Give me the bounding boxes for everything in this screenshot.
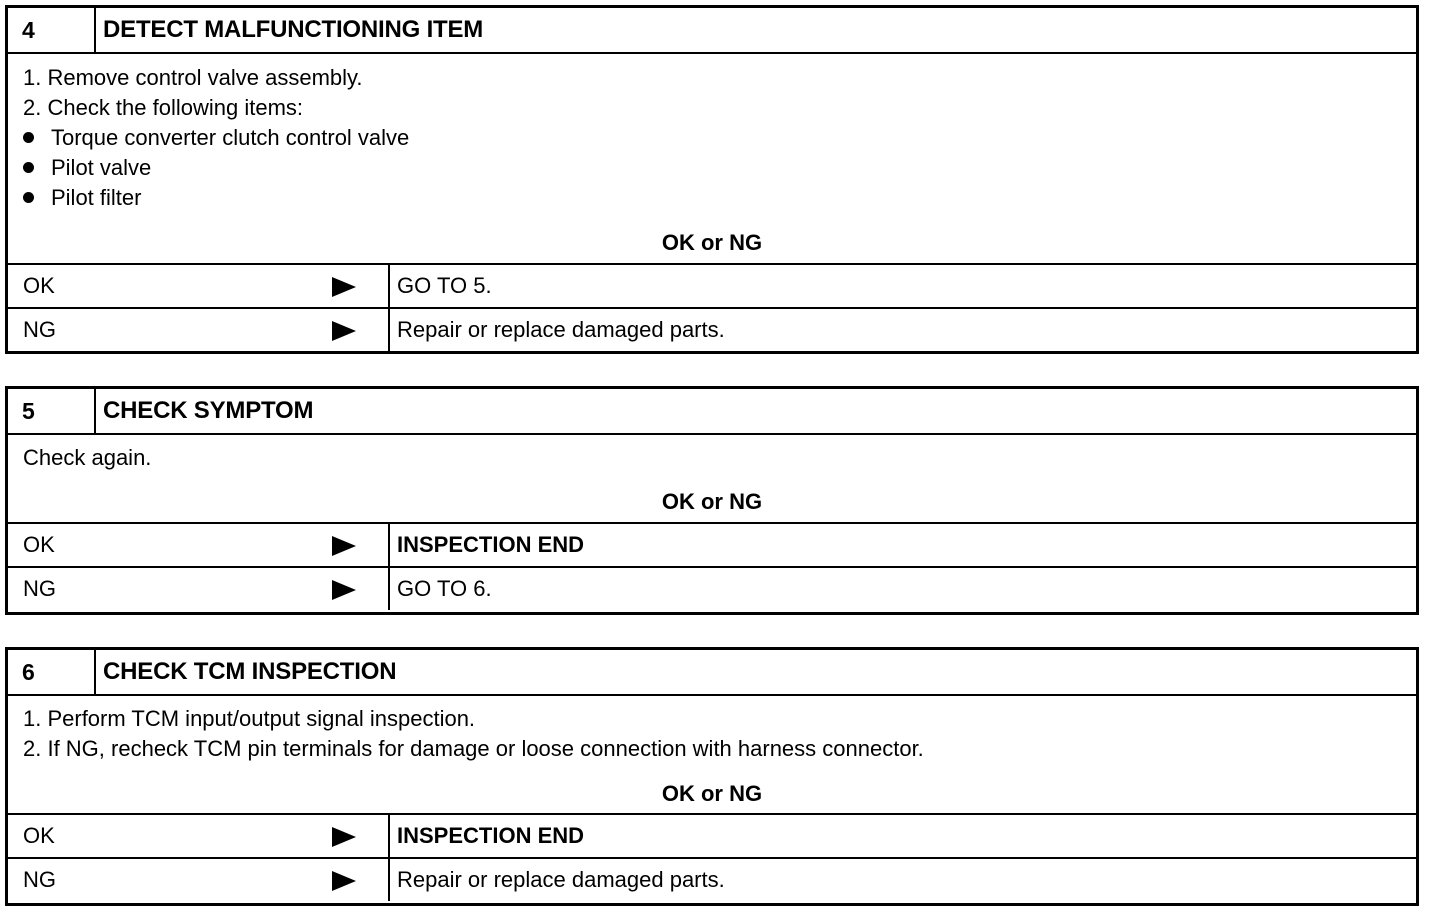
instruction-line: Check again. [23,445,152,470]
step-4-box [5,5,1419,354]
result-key-cell [8,815,390,857]
result-action: INSPECTION END [397,532,585,557]
ok-or-ng-label: OK or NG [661,781,763,806]
result-key: OK [23,823,55,848]
result-key: NG [23,317,56,342]
step-title: DETECT MALFUNCTIONING ITEM [103,16,484,43]
result-row-ng [8,857,1416,901]
step-header [8,8,1416,54]
ok-or-ng-label: OK or NG [661,230,763,255]
arrow-right-icon [332,871,356,891]
result-action: Repair or replace damaged parts. [397,867,725,892]
bullet-icon [23,192,34,203]
arrow-right-icon [332,536,356,556]
bullet-text: Pilot valve [51,155,152,180]
bullet-icon [23,162,34,173]
instruction-line: 2. Check the following items: [23,95,304,120]
bullet-item [23,153,151,183]
instruction-line: 1. Perform TCM input/output signal inspection. [23,706,476,731]
result-key-cell [8,524,390,566]
arrow-right-icon [332,827,356,847]
result-action: Repair or replace damaged parts. [397,317,725,342]
step-body [8,435,1416,612]
result-key-cell [8,568,390,610]
result-key: NG [23,867,56,892]
result-row-ok [8,263,1416,307]
result-action: GO TO 5. [397,273,492,298]
step-header [8,389,1416,435]
bullet-text: Pilot filter [51,185,142,210]
result-key: NG [23,576,56,601]
instruction-line: 2. If NG, recheck TCM pin terminals for damage or loose connection with harness connector. [23,736,924,761]
arrow-right-icon [332,277,356,297]
result-key: OK [23,532,55,557]
step-number: 6 [8,650,96,694]
result-key-cell [8,859,390,901]
step-title: CHECK SYMPTOM [103,397,314,424]
step-body [8,696,1416,903]
arrow-right-icon [332,321,356,341]
step-5-box [5,386,1419,615]
ok-or-ng-label: OK or NG [661,489,763,514]
step-number: 5 [8,389,96,433]
step-header [8,650,1416,696]
result-row-ok [8,522,1416,566]
step-title: CHECK TCM INSPECTION [103,658,397,685]
step-number: 4 [8,8,96,52]
result-action: GO TO 6. [397,576,492,601]
bullet-item [23,183,141,213]
arrow-right-icon [332,580,356,600]
result-key-cell [8,309,390,351]
step-6-box [5,647,1419,906]
result-key: OK [23,273,55,298]
step-body [8,54,1416,342]
result-row-ok [8,813,1416,857]
bullet-icon [23,132,34,143]
bullet-item [23,123,409,153]
result-row-ng [8,307,1416,351]
result-row-ng [8,566,1416,610]
instruction-line: 1. Remove control valve assembly. [23,65,363,90]
result-key-cell [8,265,390,307]
bullet-text: Torque converter clutch control valve [51,125,410,150]
result-action: INSPECTION END [397,823,585,848]
